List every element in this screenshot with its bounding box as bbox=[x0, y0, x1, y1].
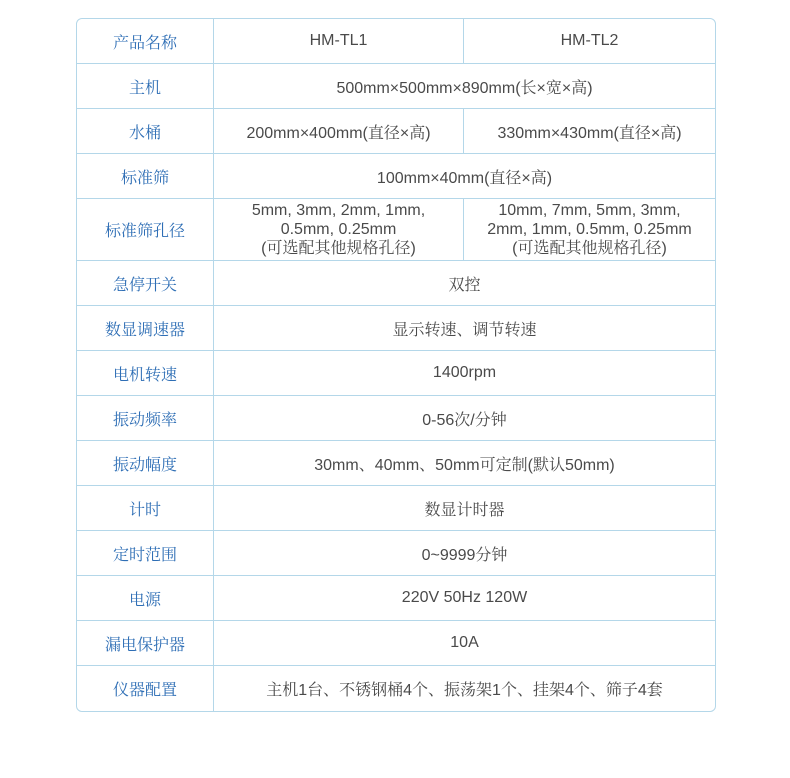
value-cell: 30mm、40mm、50mm可定制(默认50mm) bbox=[214, 441, 715, 486]
value-line: (可选配其他规格孔径) bbox=[261, 240, 416, 257]
spec-row bbox=[77, 19, 715, 64]
row-label: 急停开关 bbox=[77, 261, 214, 306]
spec-row bbox=[77, 306, 715, 351]
value-cell: 0-56次/分钟 bbox=[214, 396, 715, 441]
value-cell: 220V 50Hz 120W bbox=[214, 576, 715, 621]
row-label: 定时范围 bbox=[77, 531, 214, 576]
row-label: 振动频率 bbox=[77, 396, 214, 441]
row-label: 主机 bbox=[77, 64, 214, 109]
value-line: 10mm, 7mm, 5mm, 3mm, bbox=[498, 202, 681, 219]
value-cell: 0~9999分钟 bbox=[214, 531, 715, 576]
row-label: 仪器配置 bbox=[77, 666, 214, 711]
value-cell: 500mm×500mm×890mm(长×宽×高) bbox=[214, 64, 715, 109]
spec-row bbox=[77, 109, 715, 154]
value-line: 5mm, 3mm, 2mm, 1mm, bbox=[251, 202, 426, 219]
spec-row bbox=[77, 486, 715, 531]
row-label: 漏电保护器 bbox=[77, 621, 214, 666]
spec-row bbox=[77, 531, 715, 576]
value-cell: 1400rpm bbox=[214, 351, 715, 396]
spec-row bbox=[77, 396, 715, 441]
spec-row bbox=[77, 576, 715, 621]
value-cell: 100mm×40mm(直径×高) bbox=[214, 154, 715, 199]
value-line: 0.5mm, 0.25mm bbox=[280, 221, 397, 238]
value-cell: HM-TL2 bbox=[464, 19, 715, 64]
product-spec-table bbox=[76, 18, 716, 712]
row-label: 水桶 bbox=[77, 109, 214, 154]
value-cell: HM-TL1 bbox=[214, 19, 464, 64]
spec-row bbox=[77, 154, 715, 199]
value-cell: 10A bbox=[214, 621, 715, 666]
row-label: 计时 bbox=[77, 486, 214, 531]
row-label: 电源 bbox=[77, 576, 214, 621]
spec-row bbox=[77, 64, 715, 109]
value-cell: 330mm×430mm(直径×高) bbox=[464, 109, 715, 154]
row-label: 数显调速器 bbox=[77, 306, 214, 351]
spec-row bbox=[77, 351, 715, 396]
row-label: 振动幅度 bbox=[77, 441, 214, 486]
value-cell: 200mm×400mm(直径×高) bbox=[214, 109, 464, 154]
value-cell: 显示转速、调节转速 bbox=[214, 306, 715, 351]
value-cell bbox=[464, 199, 715, 261]
value-line: 2mm, 1mm, 0.5mm, 0.25mm bbox=[487, 221, 692, 238]
spec-row bbox=[77, 199, 715, 261]
spec-row bbox=[77, 441, 715, 486]
row-label: 产品名称 bbox=[77, 19, 214, 64]
row-label: 标准筛孔径 bbox=[77, 199, 214, 261]
value-cell: 双控 bbox=[214, 261, 715, 306]
spec-table-body bbox=[77, 19, 715, 711]
row-label: 电机转速 bbox=[77, 351, 214, 396]
spec-row bbox=[77, 621, 715, 666]
value-cell: 数显计时器 bbox=[214, 486, 715, 531]
value-cell: 主机1台、不锈钢桶4个、振荡架1个、挂架4个、筛子4套 bbox=[214, 666, 715, 711]
row-label: 标准筛 bbox=[77, 154, 214, 199]
value-cell bbox=[214, 199, 464, 261]
spec-row bbox=[77, 261, 715, 306]
spec-row bbox=[77, 666, 715, 711]
value-line: (可选配其他规格孔径) bbox=[512, 240, 667, 257]
